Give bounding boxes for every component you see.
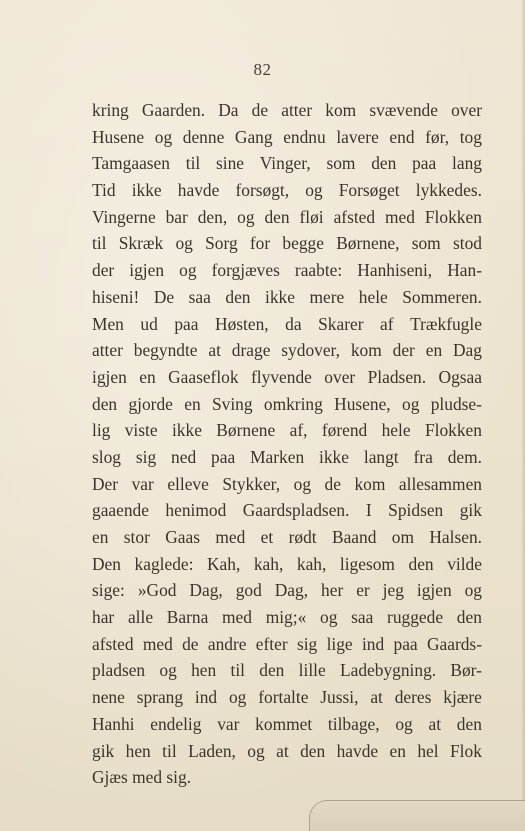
body-text — [92, 97, 482, 791]
text-line: en stor Gaas med et rødt Baand om Halsen. — [92, 527, 482, 547]
text-line-last: Gjæs med sig. — [92, 767, 192, 788]
text-line: hiseni! De saa den ikke mere hele Sommeren. — [92, 286, 482, 307]
text-line: Den kaglede: Kah, kah, kah, ligesom den vilde — [92, 553, 482, 574]
text-line: gik hen til Laden, og at den havde en hel Flok — [92, 740, 482, 761]
text-line: Husene og denne Gang endnu lavere end før, tog — [92, 126, 482, 147]
text-line: til Skræk og Sorg for begge Børnene, som stod — [92, 233, 482, 254]
text-line: Der var elleve Stykker, og de kom allesammen — [92, 473, 482, 494]
text-line: har alle Barna med mig;« og saa ruggede den — [92, 607, 482, 628]
text-line: igjen en Gaaseflok flyvende over Pladsen. Ogsaa — [92, 366, 482, 387]
text-line: Tid ikke havde forsøgt, og Forsøget lykkedes. — [92, 180, 482, 201]
page-corner-curl — [309, 800, 525, 831]
text-line: den gjorde en Sving omkring Husene, og pludse- — [92, 393, 482, 414]
text-line: kring Gaarden. Da de atter kom svævende over — [92, 100, 482, 120]
page-number: 82 — [253, 60, 272, 79]
text-line: der igjen og forgjæves raabte: Hanhiseni, Han- — [92, 260, 482, 281]
text-line: afsted med de andre efter sig lige ind paa Gaards- — [92, 633, 482, 654]
page-edge-shadow — [521, 0, 525, 831]
text-line: Vingerne bar den, og den fløi afsted med Flokken — [92, 206, 482, 227]
text-line: pladsen og hen til den lille Ladebygning. Bør- — [92, 660, 482, 681]
text-line: slog sig ned paa Marken ikke langt fra dem. — [92, 446, 482, 467]
text-line: lig viste ikke Børnene af, førend hele Flokken — [92, 420, 482, 441]
text-line: sige: »God Dag, god Dag, her er jeg igjen og — [92, 580, 482, 601]
text-line: nene sprang ind og fortalte Jussi, at deres kjære — [92, 687, 482, 708]
text-line: Men ud paa Høsten, da Skarer af Trækfugle — [92, 313, 482, 334]
text-line: atter begyndte at drage sydover, kom der en Dag — [92, 340, 482, 361]
text-line: Hanhi endelig var kommet tilbage, og at den — [92, 713, 482, 734]
text-line: gaaende henimod Gaardspladsen. I Spidsen gik — [92, 500, 482, 521]
text-line: Tamgaasen til sine Vinger, som den paa lang — [92, 153, 482, 174]
